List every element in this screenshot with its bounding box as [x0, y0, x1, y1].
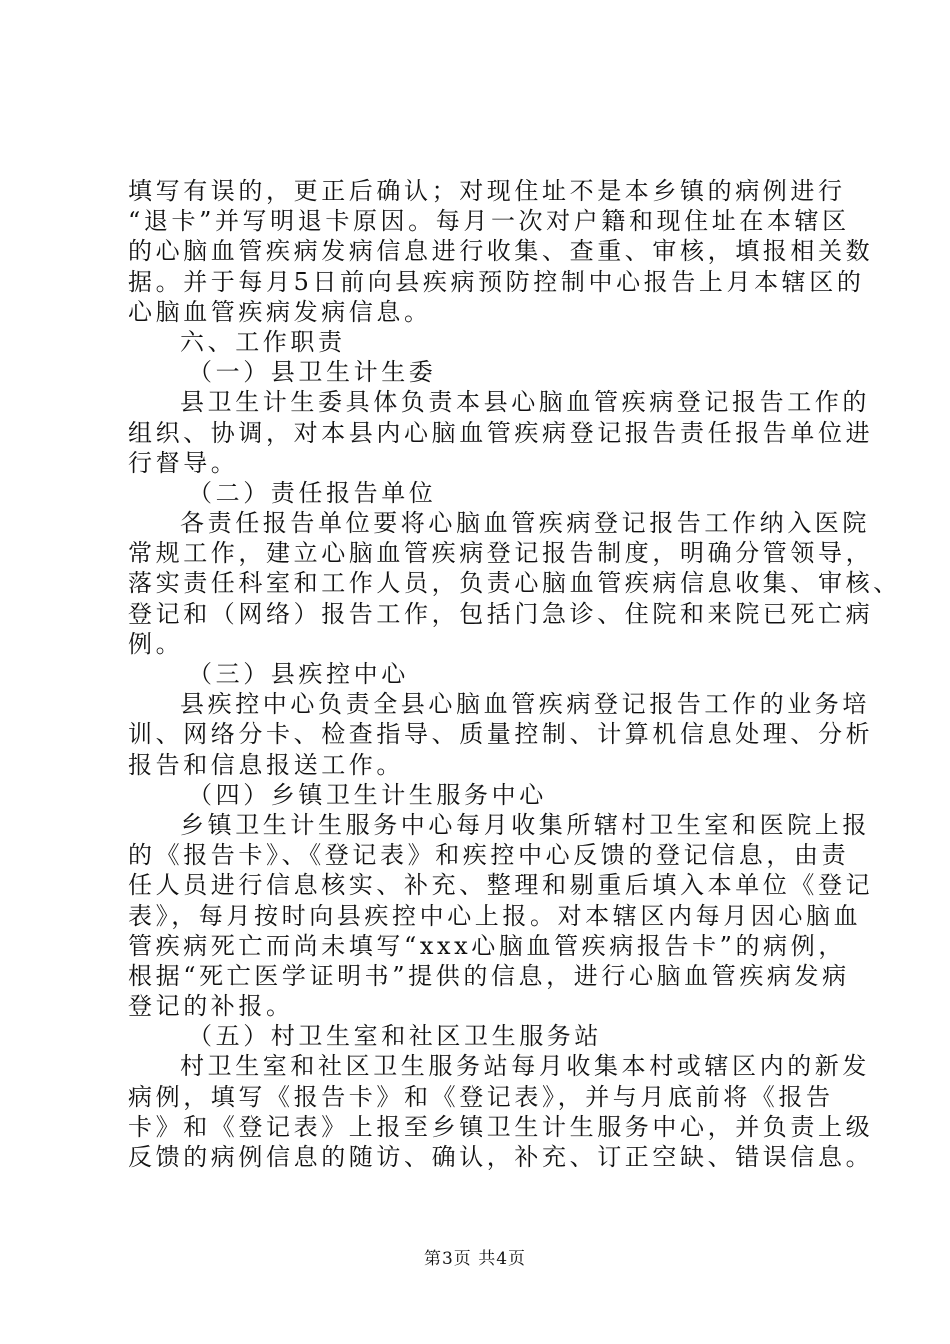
subsection-heading: （三）县疾控中心	[188, 660, 409, 688]
text-line: 例。	[128, 629, 184, 658]
text-line: “退卡”并写明退卡原因。每月一次对户籍和现住址在本辖区	[128, 207, 850, 236]
text-line: 填写有误的，更正后确认；对现住址不是本乡镇的病例进行	[128, 177, 846, 205]
subsection-heading: （四）乡镇卫生计生服务中心	[188, 780, 547, 809]
text-line: 组织、协调，对本县内心脑血管疾病登记报告责任报告单位进	[128, 418, 874, 447]
text-line: 县卫生计生委具体负责本县心脑血管疾病登记报告工作的	[180, 388, 870, 417]
text-line: 县疾控中心负责全县心脑血管疾病登记报告工作的业务培	[180, 690, 870, 719]
text-line: 反馈的病例信息的随访、确认，补充、订正空缺、错误信息。	[128, 1143, 874, 1171]
text-line: 表》，每月按时向县疾控中心上报。对本辖区内每月因心脑血	[128, 901, 862, 930]
text-line: 报告和信息报送工作。	[128, 750, 404, 779]
text-line: 的《报告卡》、《登记表》和疾控中心反馈的登记信息，由责	[128, 841, 850, 870]
page-footer: 第3页 共4页	[423, 1249, 527, 1269]
text-line: 根据“死亡医学证明书”提供的信息，进行心脑血管疾病发病	[128, 961, 850, 990]
subsection-heading: （五）村卫生室和社区卫生服务站	[188, 1022, 602, 1051]
text-line: 落实责任科室和工作人员，负责心脑血管疾病信息收集、审核、	[128, 569, 901, 598]
text-line: 病例，填写《报告卡》和《登记表》，并与月底前将《报告	[128, 1082, 834, 1111]
text-line: 登记和（网络）报告工作，包括门急诊、住院和来院已死亡病	[128, 599, 874, 628]
text-line: 的心脑血管疾病发病信息进行收集、查重、审核，填报相关数	[128, 237, 874, 266]
text-line: 管疾病死亡而尚未填写“xxx心脑血管疾病报告卡”的病例，	[128, 931, 846, 960]
text-line: 任人员进行信息核实、补充、整理和剔重后填入本单位《登记	[128, 871, 874, 900]
subsection-heading: （二）责任报告单位	[188, 478, 437, 507]
section-heading: 六、工作职责	[180, 327, 346, 356]
text-line: 登记的补报。	[128, 992, 294, 1021]
document-body	[128, 176, 901, 1172]
text-line: 村卫生室和社区卫生服务站每月收集本村或辖区内的新发	[180, 1052, 870, 1081]
subsection-heading: （一）县卫生计生委	[188, 358, 437, 387]
text-line: 心脑血管疾病发病信息。	[128, 297, 432, 326]
text-line: 乡镇卫生计生服务中心每月收集所辖村卫生室和医院上报	[180, 810, 870, 839]
text-line: 据。并于每月5日前向县疾病预防控制中心报告上月本辖区的	[128, 267, 865, 296]
text-line: 常规工作，建立心脑血管疾病登记报告制度，明确分管领导，	[128, 539, 874, 568]
text-line: 各责任报告单位要将心脑血管疾病登记报告工作纳入医院	[180, 509, 870, 538]
text-line: 行督导。	[128, 448, 239, 477]
text-line: 卡》和《登记表》上报至乡镇卫生计生服务中心，并负责上级	[128, 1112, 874, 1141]
text-line: 训、网络分卡、检查指导、质量控制、计算机信息处理、分析	[128, 720, 874, 749]
